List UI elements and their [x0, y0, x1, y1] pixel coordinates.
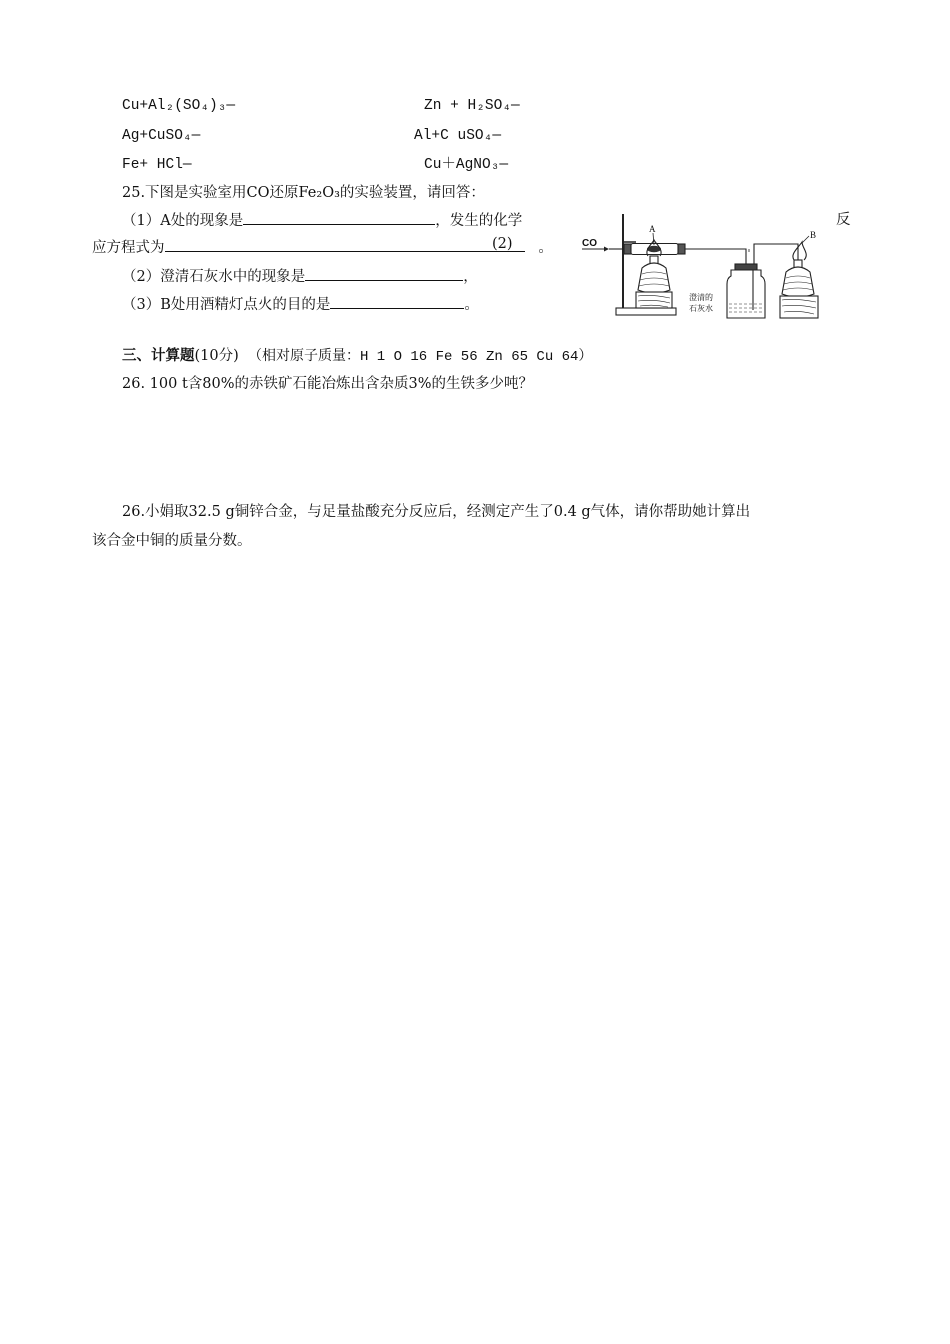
equation-1-right: Zn + H₂SO₄—: [424, 98, 520, 114]
section3-title: 三、计算题: [122, 347, 195, 364]
left-stopper: [624, 244, 631, 254]
co-arrow-head: [604, 247, 609, 252]
right-stopper: [678, 244, 685, 254]
answer-blank-limewater[interactable]: [305, 266, 463, 281]
answer-blank-a-phenomenon[interactable]: [243, 210, 435, 225]
q25-part1-line: [122, 210, 522, 231]
q25-equation-line: [92, 237, 553, 258]
co-label: CO: [582, 238, 597, 249]
q26-alloy-question-line2: 该合金中铜的质量分数。: [92, 533, 252, 549]
limewater-label-2: 石灰水: [689, 304, 713, 313]
q26-ore-question: 26. 100 t含80%的赤铁矿石能冶炼出含杂质3%的生铁多少吨？: [122, 376, 534, 392]
co-reduction-apparatus-diagram: [578, 212, 830, 324]
equation-2-right: Al+C uSO₄—: [414, 128, 502, 144]
q25-blank-marker: (2): [491, 236, 513, 252]
section3-heading: [122, 346, 592, 367]
bottle-stopper: [735, 264, 757, 270]
q25-part3-label: （3）B处用酒精灯点火的目的是: [122, 297, 331, 313]
exhaust-tube: [754, 244, 798, 264]
label-b: B: [810, 230, 817, 240]
equation-3-left: Fe+ HCl—: [122, 157, 192, 173]
limewater-label-1: 澄清的: [689, 293, 713, 302]
label-b-pointer: [802, 236, 809, 243]
stand-base: [616, 308, 676, 315]
q25-part2-label: （2）澄清石灰水中的现象是: [122, 269, 306, 285]
flame-b: [793, 242, 806, 260]
q25-part3-line: [122, 294, 479, 315]
label-a: A: [649, 224, 656, 234]
q25-part2-line: [122, 266, 478, 287]
q25-part1-tail: ，发生的化学: [435, 213, 523, 229]
q25-equation-end: 。: [538, 240, 553, 256]
q26-alloy-question-line1: 26.小娟取32.5 g铜锌合金，与足量盐酸充分反应后，经测定产生了0.4 g气体，请你帮助她计算出: [122, 504, 751, 520]
answer-blank-equation[interactable]: [165, 237, 525, 252]
equation-1-left: Cu+Al₂(SO₄)₃—: [122, 98, 236, 114]
equation-2-left: Ag+CuSO₄—: [122, 128, 201, 144]
q25-equation-label: 应方程式为: [92, 240, 165, 256]
q25-part1-label: （1）A处的现象是: [122, 213, 244, 229]
q25-part3-tail: 。: [464, 297, 479, 313]
section3-score: (10分): [194, 348, 239, 364]
q25-intro: 25.下图是实验室用CO还原Fe₂O₃的实验装置，请回答：: [122, 185, 485, 201]
limewater-bottle: [727, 270, 765, 318]
section3-atomic-masses: （相对原子质量：H 1 O 16 Fe 56 Zn 65 Cu 64）: [247, 349, 593, 365]
answer-blank-burner-purpose[interactable]: [330, 294, 464, 309]
q25-part2-tail: ，: [463, 269, 478, 285]
q25-part1-wrap: 反: [836, 212, 851, 228]
equation-3-right: Cu＋AgNO₃—: [424, 157, 509, 173]
